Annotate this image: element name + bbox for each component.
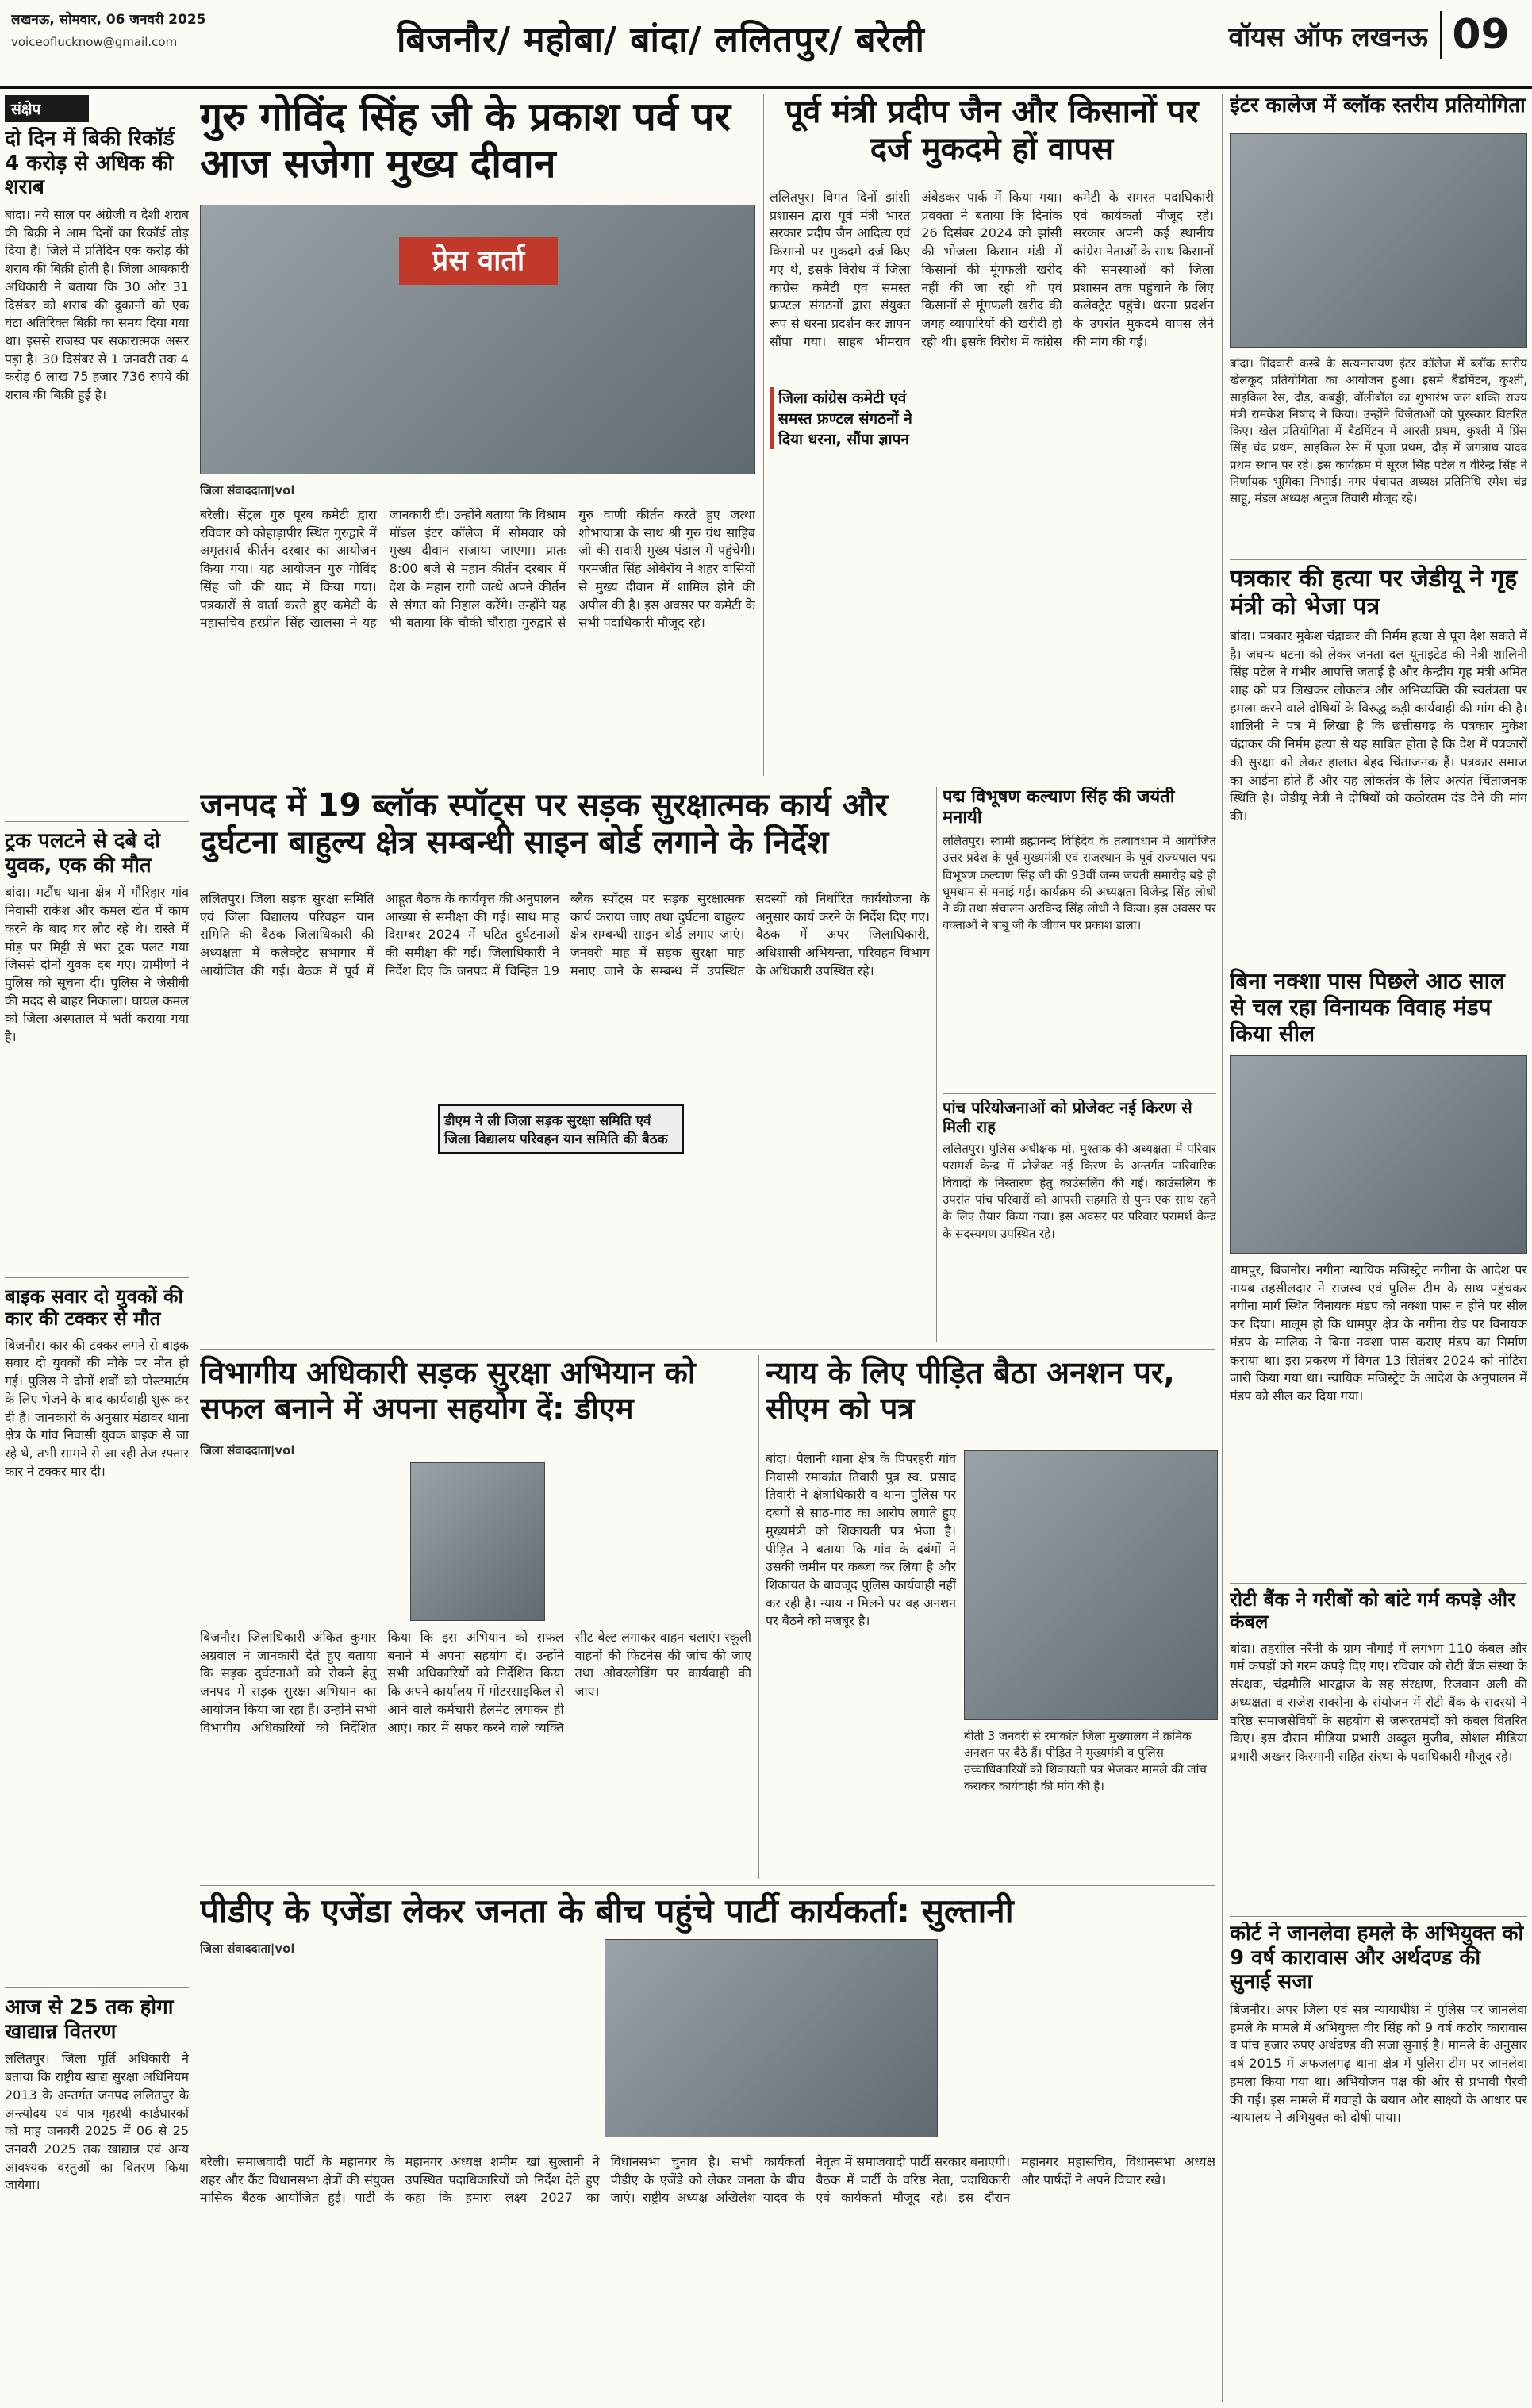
story-subhead: जिला कांग्रेस कमेटी एवं समस्त फ्रण्टल संगठनों ने दिया धरना, सौंपा ज्ञापन [770,387,912,449]
story-hunger-strike [766,1355,1218,1879]
story-body: बांदा। तिंदवारी कस्बे के सत्यनारायण इंटर कॉलेज में ब्लॉक स्तरीय खेलकूद प्रतियोगिता का आयोजन हुआ। इसमें बैडमिंटन, कुश्ती, साइकिल रेस, दौड़, कबड्डी, वॉलीबॉल का शुभारंभ जल शक्ति राज्य मंत्री रामकेश निषाद ने किया। उन्होंने विजेताओं को पुरस्कार वितरित किए। खेल प्रतियोगिता में बैडमिंटन में आरती प्रथम, कुश्ती में प्रिंस सिंह चंद प्रथम, साइकिल रेस में पूजा प्रथम, दौड़ में जगन्नाथ यादव प्रथम स्थान पर रहे। इस कार्यक्रम में सूरज सिंह पटेल व वीरेन्द्र सिंह ने निर्णायक भूमिका निभाई। नगर पंचायत अध्यक्ष प्रतिनिधि रमेश चंद्र साहू, मंडल अध्यक्ष अनुज तिवारी मौजूद रहे। [1230,356,1527,506]
byline: जिला संवाददाता|vol [200,1941,295,1956]
story-headline: बिना नक्शा पास पिछले आठ साल से चल रहा विनायक विवाह मंडप किया सील [1230,968,1505,1047]
story-body: बांदा। तहसील नरैनी के ग्राम नौगाई में लगभग 110 कंबल और गर्म कपड़ों को गरम कपड़े दिए गए। रविवार को रोटी बैंक संस्था के संरक्षक, चंद्रमौलि भारद्वाज के सह संरक्षण, रिजवान अली की अध्यक्षता व राजेश सक्सेना के संयोजन में रोटी बैंक के सदस्यों ने वरिष्ठ समाजसेवियों के सहयोग से जरूरतमंदों को कंबल वितरित किए। इस दौरान मीडिया प्रभारी अब्दुल मुजीब, सोशल मीडिया प्रभारी अख्तर किरमानी सहित संस्था के पदाधिकारी मौजूद रहे। [1230,1640,1527,1764]
story-headline: पत्रकार की हत्या पर जेडीयू ने गृह मंत्री को भेजा पत्र [1230,565,1518,621]
story-body: बरेली। सेंट्रल गुरु पूरब कमेटी द्वारा रविवार को कोहाड़ापीर स्थित गुरुद्वारे में अमृतसर्व कीर्तन दरबार का आयोजन किया गया। यह आयोजन गुरु गोविंद सिंह जी की याद में किया गया। पत्रकारों से वार्ता करते हुए कमेटी के महासचिव हरप्रीत सिंह खालसा ने यह जानकारी दी। उन्होंने बताया कि विश्राम मॉडल इंटर कॉलेज में सोमवार को मुख्य दीवान सजाया जाएगा। प्रातः 8:00 बजे से महान कीर्तन दरबार में देश के महान रागी जत्थे अपने कीर्तन से संगत को निहाल करेंगे। उन्होंने यह भी बताया कि चौकी चौराहा गुरुद्वारे से गुरु वाणी कीर्तन करते हुए जत्था शोभायात्रा के साथ श्री गुरु ग्रंथ साहिब जी की सवारी मुख्य पंडाल में पहुंचेगी। परमजीत सिंह ओबेरॉय ने शहर वासियों से मुख्य दीवान में शामिल होने की अपील की है। इस अवसर पर कमेटी के सभी पदाधिकारी मौजूद रहे। [200,507,755,631]
brief-story [5,1995,189,2400]
story-headline: पद्म विभूषण कल्याण सिंह की जयंती मनायी [943,787,1175,828]
byline: जिला संवाददाता|vol [200,1443,295,1457]
brief-body: बिजनौर। कार की टक्कर लगने से बाइक सवार दो युवकों की मौके पर मौत हो गई। पुलिस ने दोनों शवों को पोस्टमार्टम के लिए भेजने के बाद कार्यवाही शुरू कर दी है। जानकारी के अनुसार मंडावर थाना क्षेत्र के गांव निवासी युवक बाइक से जा रहे थे, तभी सामने से आ रही तेज रफ्तार कार ने टक्कर मार दी। [5,1337,189,1479]
story-body: बांदा। पत्रकार मुकेश चंद्राकर की निर्मम हत्या से पूरा देश सकते में है। जघन्य घटना को लेकर जनता दल यूनाइटेड की नेत्री शालिनी सिंह पटेल ने गंभीर आपत्ति जताई है और केन्द्रीय गृह मंत्री अमित शाह को पत्र लिखकर लोकतंत्र और अभिव्यक्ति की स्वतंत्रता पर हमला करने वाले दोषियों के विरुद्ध कड़ी कार्यवाही की मांग की है। शालिनी ने पत्र में लिखा है कि छत्तीसगढ़ के पत्रकार मुकेश चंद्राकर की निर्मम हत्या से यह साबित होता है कि देश में पत्रकारों की सुरक्षा को लेकर हालात बेहद चिंताजनक हैं। पत्रकार समाज का आईना होते हैं और यह लोकतंत्र के लिए अत्यंत चिंताजनक स्थिति है। जेडीयू नेत्री ने दोषियों को कठोरतम दंड देने की मांग की। [1230,628,1527,824]
story-headline: पूर्व मंत्री प्रदीप जैन और किसानों पर दर्ज मुकदमे हों वापस [785,94,1199,168]
brief-label: संक्षेप [5,95,89,122]
protester-photo [964,1450,1218,1720]
story-body: बिजनौर। अपर जिला एवं सत्र न्यायाधीश ने पुलिस पर जानलेवा हमले के मामले में अभियुक्त वीर सिंह को 9 वर्ष कठोर कारावास व पांच हजार रुपए अर्थदण्ड की सजा सुनाई है। मामले के अनुसार वर्ष 2015 में अफजलगढ़ थाना क्षेत्र में पुलिस टीम पर जानलेवा हमला किया गया था। अभियोजन पक्ष की ओर से प्रभावी पैरवी की गई। इस मामले में गवाहों के बयान और साक्ष्यों के आधार पर न्यायालय ने अभियुक्त को दोषी पाया। [1230,2002,1527,2126]
story-body: ललितपुर। स्वामी ब्रह्मानन्द विहिदेव के तत्वावधान में आयोजित उत्तर प्रदेश के पूर्व मुख्यमंत्री एवं राजस्थान के पूर्व राज्यपाल पद्म विभूषण कल्याण सिंह जी की 93वीं जन्म जयंती समारोह बड़े ही धूमधाम से मनाई गई। कार्यक्रम की अध्यक्षता विजेन्द्र सिंह लोधी ने की तथा संचालन अरविन्द सिंह लोधी ने किया। इस अवसर पर वक्ताओं ने बाबू जी के जीवन पर प्रकाश डाला। [943,833,1216,933]
story-pradeep-jain [770,94,1214,776]
story-headline: पांच परियोजनाओं को प्रोजेक्ट नई किरण से मिली राह [943,1099,1192,1136]
brief-body: बांदा। मटौंध थाना क्षेत्र में गौरिहार गांव निवासी राकेश और कमल खेत में काम करने के बाद घर लौट रहे थे। रास्ते में मोड़ पर मिट्टी से भरा ट्रक पलट गया जिससे दोनों युवक दब गए। ग्रामीणों ने पुलिस को सूचना दी। पुलिस ने जेसीबी की मदद से बाहर निकाला। घायल कमल को जिला अस्पताल में भर्ती कराया गया है। [5,885,189,1045]
story-body: ललितपुर। जिला सड़क सुरक्षा समिति एवं जिला विद्यालय परिवहन यान समिति की बैठक जिलाधिकारी की अध्यक्षता में कलेक्ट्रेट सभागार में आयोजित की गई। बैठक में पूर्व में आहूत बैठक के कार्यवृत्त की अनुपालन आख्या से समीक्षा की गई। साथ माह दिसम्बर 2024 में घटित दुर्घटनाओं की समीक्षा की गई। जिलाधिकारी ने निर्देश दिए कि जनपद में चिन्हित 19 ब्लैक स्पॉट्स पर सड़क सुरक्षात्मक कार्य कराया जाए तथा दुर्घटना बाहुल्य क्षेत्र सम्बन्धी साइन बोर्ड लगाए जाएं। जनवरी माह में सड़क सुरक्षा माह मनाए जाने के सम्बन्ध में उपस्थित सदस्यों को निर्धारित कार्ययोजना के अनुसार कार्य करने के निर्देश दिए गए। बैठक में अपर जिलाधिकारी, अधिशासी अभियन्ता, परिवहन विभाग के अधिकारी उपस्थित रहे। [200,891,930,978]
photo-caption: बीती 3 जनवरी से रमाकांत जिला मुख्यालय में क्रमिक अनशन पर बैठे हैं। पीड़ित ने मुख्यमंत्री व पुलिस उच्चाधिकारियों को शिकायती पत्र भेजकर मामले की जांच कराकर कार्यवाही की मांग की है। [964,1729,1207,1793]
story-jdu-letter [1230,565,1527,1009]
sports-photo [1230,133,1527,348]
date-line: लखनऊ, सोमवार, 06 जनवरी 2025 [11,12,206,28]
story-road-safety-campaign [200,1355,751,1879]
paper-name: वॉयस ऑफ लखनऊ [1228,21,1428,53]
story-body: ललितपुर। पुलिस अधीक्षक मो. मुश्ताक की अध्यक्षता में परिवार परामर्श केन्द्र में प्रोजेक्ट नई किरण के अन्तर्गत पारिवारिक विवादों के निस्तारण हेतु काउंसलिंग की गई। काउंसलिंग के उपरांत पांच परिवारों को आपसी सहमति से पुनः एक साथ रहने के लिए तैयार किया गया। इस अवसर पर परिवार परामर्श केन्द्र के सदस्यगण उपस्थित रहे। [943,1142,1216,1241]
email: voiceoflucknow@gmail.com [11,35,178,49]
section-cities: बिजनौर/ महोबा/ बांदा/ ललितपुर/ बरेली [397,20,925,60]
brief-headline: दो दिन में बिकी रिकॉर्ड 4 करोड़ से अधिक की शराब [5,127,175,200]
sealed-mandap-photo [1230,1055,1527,1254]
brief-headline: आज से 25 तक होगा खाद्यान्न वितरण [5,1995,174,2044]
photo-banner: प्रेस वार्ता [399,237,558,285]
story-headline: इंटर कालेज में ब्लॉक स्तरीय प्रतियोगिता [1230,94,1526,117]
party-meeting-photo [605,1939,938,2137]
story-headline: कोर्ट ने जानलेवा हमले के अभियुक्त को 9 वर्ष कारावास और अर्थदण्ड की सुनाई सजा [1230,1922,1524,1995]
masthead [0,0,1532,89]
story-headline: गुरु गोविंद सिंह जी के प्रकाश पर्व पर आज सजेगा मुख्य दीवान [200,94,731,186]
brief-sidebar [5,95,189,2400]
story-body: बांदा। पैलानी थाना क्षेत्र के पिपरहरी गांव निवासी रमाकांत तिवारी पुत्र स्व. प्रसाद तिवारी ने क्षेत्राधिकारी व थाना पुलिस पर दबंगों से सांठ-गांठ का आरोप लगाते हुए मुख्यमंत्री को शिकायती पत्र भेजा है। पीड़ित ने बताया कि गांव के दबंगों ने उसकी जमीन पर कब्जा कर लिया है और शिकायत के बावजूद पुलिस कार्यवाही नहीं कर रही है। न्याय न मिलने पर वह अनशन पर बैठने को मजबूर है। [766,1451,956,1629]
dm-portrait [410,1462,545,1621]
story-body: ललितपुर। विगत दिनों झांसी प्रशासन द्वारा पूर्व मंत्री भारत सरकार प्रदीप जैन आदित्य एवं किसानों पर मुकदमे दर्ज किए गए थे, इसके विरोध में जिला कांग्रेस कमेटी एवं समस्त फ्रण्टल संगठनों द्वारा संयुक्त रूप से धरना प्रदर्शन कर ज्ञापन सौंपा गया। साहब भीमराव अंबेडकर पार्क में किया गया। प्रवक्ता ने बताया कि दिनांक 26 दिसंबर 2024 को झांसी की भोजला किसान मंडी में किसानों की मूंगफली खरीद नहीं की जा रही थी एवं किसानों से मूंगफली खरीद की जगह व्यापारियों की खरीदी हो रही थी। इसके विरोध में कांग्रेस कमेटी के समस्त पदाधिकारी एवं कार्यकर्ता मौजूद रहे। सरकार अपनी कई स्थानीय कांग्रेस नेताओं के साथ किसानों की समस्याओं को जिला प्रशासन तक पहुंचाने के लिए कलेक्ट्रेट पहुंचे। धरना प्रदर्शन के उपरांत मुकदमे वापस लेने की मांग की गई। [770,190,1214,349]
story-headline: न्याय के लिए पीड़ित बैठा अनशन पर, सीएम को पत्र [766,1355,1175,1426]
story-body: बरेली। समाजवादी पार्टी के महानगर के शहर और कैंट विधानसभा क्षेत्रों की संयुक्त मासिक बैठक आयोजित हुई। पार्टी के महानगर अध्यक्ष शमीम खां सुल्तानी ने उपस्थित पदाधिकारियों को निर्देश देते हुए कहा कि हमारा लक्ष्य 2027 का विधानसभा चुनाव है। सभी कार्यकर्ता पीडीए के एजेंडे को लेकर जनता के बीच जाएं। राष्ट्रीय अध्यक्ष अखिलेश यादव के नेतृत्व में समाजवादी पार्टी सरकार बनाएगी। बैठक में पार्टी के वरिष्ठ नेता, पदाधिकारी एवं कार्यकर्ता मौजूद रहे। इस दौरान महानगर महासचिव, विधानसभा अध्यक्ष और पार्षदों ने अपने विचार रखे। [200,2154,1215,2206]
story-body: धामपुर, बिजनौर। नगीना न्यायिक मजिस्ट्रेट नगीना के आदेश पर नायब तहसीलदार ने राजस्व एवं पुलिस टीम के साथ पहुंचकर नगीना मार्ग स्थित विनायक मंडप को नक्शा पास न होने पर सील कर दिया। मालूम हो कि धामपुर क्षेत्र के नगीना रोड पर विनायक मंडप के मालिक ने बिना नक्शा पास कराए मंडप का निर्माण कराया था। इस प्रकरण में विगत 13 सितंबर 2024 को नोटिस जारी किया गया था। न्यायिक मजिस्ट्रेट के आदेश के अनुपालन में मंडप को सील कर दिया गया। [1230,1262,1527,1404]
story-headline: जनपद में 19 ब्लॉक स्पॉट्स पर सड़क सुरक्षात्मक कार्य और दुर्घटना बाहुल्य क्षेत्र सम्बन्धी साइन बोर्ड लगाने के निर्देश [200,787,888,862]
brief-story [5,127,189,817]
brief-story [5,1285,189,1984]
story-project-nai-kiran [943,1099,1216,1341]
brief-body: ललितपुर। जिला पूर्ति अधिकारी ने बताया कि राष्ट्रीय खाद्य सुरक्षा अधिनियम 2013 के अन्तर्गत जनपद ललितपुर के अन्त्योदय एवं पात्र गृहस्थी कार्डधारकों को माह जनवरी 2025 में 06 से 25 जनवरी 2025 तक खाद्यान्न एवं अन्य आवश्यक वस्तुओं का वितरण किया जायेगा। [5,2051,189,2193]
story-subhead: डीएम ने ली जिला सड़क सुरक्षा समिति एवं जिला विद्यालय परिवहन यान समिति की बैठक [438,1104,684,1154]
brief-body: बांदा। नये साल पर अंग्रेजी व देशी शराब की बिक्री ने आम दिनों का रिकॉर्ड तोड़ दिया है। जिले में प्रतिदिन एक करोड़ की शराब की बिक्री होती है। जिला आबकारी अधिकारी ने बताया कि 30 और 31 दिसंबर को शराब की दुकानों को एक घंटा अतिरिक्त बिक्री का समय दिया गया था। इससे राजस्व पर सकारात्मक असर पड़ा है। 30 दिसंबर से 1 जनवरी तक 4 करोड़ 6 लाख 75 हजार 736 रुपये की शराब की बिक्री हुई है। [5,207,189,403]
story-roti-bank [1230,1588,1527,1914]
page-number: 09 [1440,11,1519,59]
story-headline: विभागीय अधिकारी सड़क सुरक्षा अभियान को सफल बनाने में अपना सहयोग दें: डीएम [200,1355,696,1426]
story-mandap-sealed [1230,968,1527,1634]
story-headline: पीडीए के एजेंडा लेकर जनता के बीच पहुंचे पार्टी कार्यकर्ता: सुल्तानी [200,1891,1014,1930]
story-pda-agenda [200,1891,1215,2399]
story-body: बिजनौर। जिलाधिकारी अंकित कुमार अग्रवाल ने जानकारी देते हुए बताया कि सड़क दुर्घटनाओं को रोकने हेतु जनपद में सड़क सुरक्षा अभियान का आयोजन किया जा रहा है। उन्होंने सभी विभागीय अधिकारियों को निर्देशित किया कि इस अभियान को सफल बनाने में अपना सहयोग दें। उन्होंने सभी अधिकारियों को निर्देशित किया कि अपने कार्यालय में मोटरसाइकिल से आने वाले कर्मचारी हेलमेट लगाकर ही आएं। कार में सफर करने वाले व्यक्ति सीट बेल्ट लगाकर वाहन चलाएं। स्कूली वाहनों की फिटनेस की जांच की जाए तथा ओवरलोडिंग पर कार्यवाही की जाए। [200,1630,751,1735]
story-kalyan-singh [943,787,1216,1089]
byline: जिला संवाददाता|vol [200,483,295,497]
story-court-verdict [1230,1922,1527,2398]
brief-headline: बाइक सवार दो युवकों की कार की टक्कर से मौत [5,1285,183,1331]
brief-story [5,829,189,1273]
story-guru-gobind-singh [200,94,755,776]
story-inter-college [1230,94,1527,554]
story-road-safety-signboards [200,787,930,1342]
press-conference-photo [200,205,755,474]
story-headline: रोटी बैंक ने गरीबों को बांटे गर्म कपड़े और कंबल [1230,1588,1515,1634]
brief-headline: ट्रक पलटने से दबे दो युवक, एक की मौत [5,829,160,878]
